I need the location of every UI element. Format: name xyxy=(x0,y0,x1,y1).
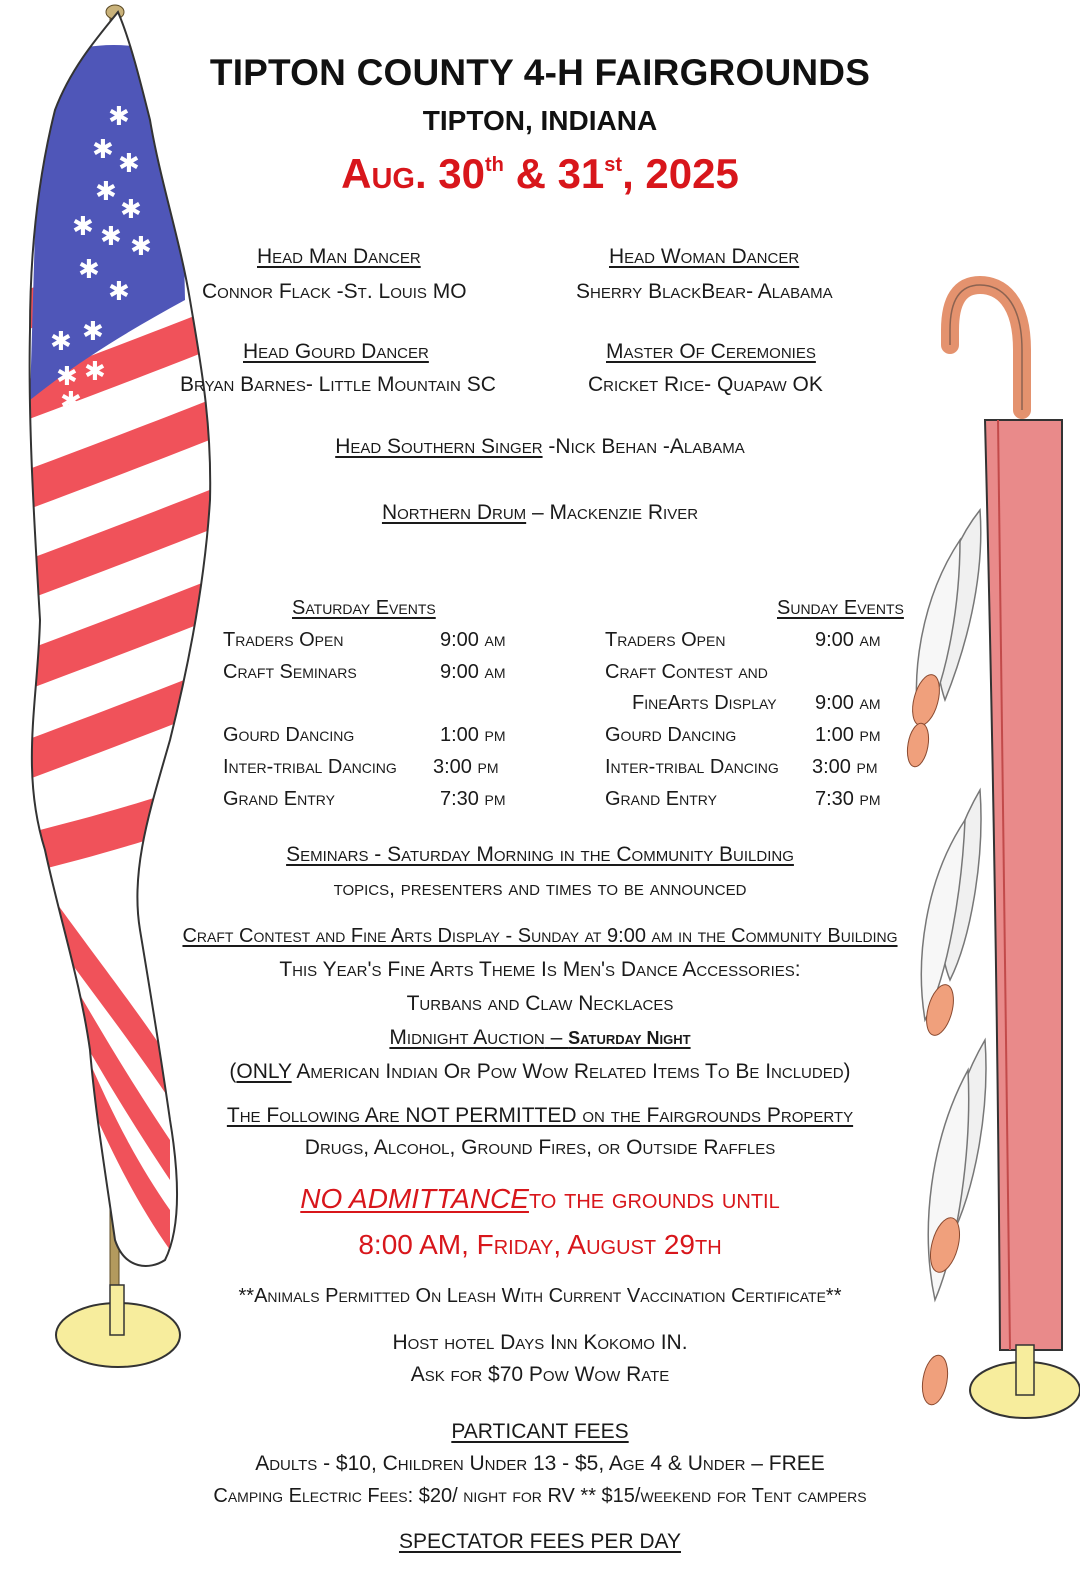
sat-event-name: Craft Seminars xyxy=(223,661,357,683)
northern-drum-role: Northern Drum xyxy=(381,501,527,524)
svg-text:✱: ✱ xyxy=(50,327,72,357)
southern-singer-role: Head Southern Singer xyxy=(335,435,543,458)
rules-list: Drugs, Alcohol, Ground Fires, or Outside Raffles xyxy=(304,1136,776,1159)
auction-only: ONLY xyxy=(236,1060,292,1083)
event-date xyxy=(0,150,1080,198)
craft-theme-line1: This Year's Fine Arts Theme Is Men's Dance Accessories: xyxy=(279,958,801,981)
page-subtitle-location: TIPTON, INDIANA xyxy=(422,105,658,136)
northern-drum-name: – Mackenzie River xyxy=(526,501,699,524)
fees-line2: Camping Electric Fees: $20/ night for RV ** $15/weekend for Tent campers xyxy=(213,1485,867,1507)
sat-event-time: 9:00 am xyxy=(440,661,506,683)
svg-text:✱: ✱ xyxy=(118,149,140,179)
svg-text:✱: ✱ xyxy=(56,362,78,392)
admittance-line1 xyxy=(0,1183,1080,1215)
date-day1: 30 xyxy=(438,150,485,197)
svg-text:✱: ✱ xyxy=(82,317,104,347)
admittance-emphasis: NO ADMITTANCE xyxy=(300,1183,529,1214)
head-gourd-role: Head Gourd Dancer xyxy=(243,340,429,363)
sun-event-name: Grand Entry xyxy=(605,788,717,810)
sun-event-name: Craft Contest and xyxy=(605,661,768,683)
seminars-note: topics, presenters and times to be announced xyxy=(333,877,747,900)
mc-role: Master Of Ceremonies xyxy=(606,340,816,363)
svg-text:✱: ✱ xyxy=(120,195,142,225)
seminars-heading: Seminars - Saturday Morning in the Community Building xyxy=(286,843,794,866)
auction-note xyxy=(0,1060,1080,1084)
sun-event-time: 3:00 pm xyxy=(812,756,878,778)
auction-when: Saturday Night xyxy=(568,1028,691,1048)
admittance-time: 8:00 AM, Friday, August 29th xyxy=(358,1229,722,1260)
sat-event-time: 1:00 pm xyxy=(440,724,506,746)
head-woman-name: Sherry BlackBear- Alabama xyxy=(576,280,833,303)
auction-open-paren: ( xyxy=(229,1060,237,1083)
date-month: Aug. xyxy=(341,150,427,197)
svg-text:✱: ✱ xyxy=(92,135,114,165)
date-day2: 31 xyxy=(557,150,605,197)
sun-event-name: Gourd Dancing xyxy=(605,724,737,746)
american-flag-icon xyxy=(0,0,260,1367)
fees-heading: PARTICANT FEES xyxy=(451,1420,629,1443)
svg-text:✱: ✱ xyxy=(60,387,82,417)
sun-event-name: Traders Open xyxy=(605,629,726,651)
sun-event-name: FineArts Display xyxy=(632,692,777,714)
mc-name: Cricket Rice- Quapaw OK xyxy=(588,373,823,396)
svg-text:✱: ✱ xyxy=(95,177,117,207)
rules-heading: The Following Are NOT PERMITTED on the Fairgrounds Property xyxy=(226,1104,854,1127)
admittance-rest: to the grounds until xyxy=(528,1183,780,1214)
craft-theme-line2: Turbans and Claw Necklaces xyxy=(406,992,674,1015)
spectator-fees-heading: SPECTATOR FEES PER DAY xyxy=(398,1530,681,1553)
svg-text:✱: ✱ xyxy=(84,357,106,387)
northern-drum xyxy=(0,501,1080,525)
svg-text:✱: ✱ xyxy=(130,232,152,262)
svg-text:✱: ✱ xyxy=(72,212,94,242)
sat-event-time: 3:00 pm xyxy=(433,756,499,778)
fees-line1: Adults - $10, Children Under 13 - $5, Age 4 & Under – FREE xyxy=(255,1452,825,1475)
auction-heading: Midnight Auction xyxy=(389,1026,545,1049)
head-man-role: Head Man Dancer xyxy=(257,245,421,268)
sat-event-name: Traders Open xyxy=(223,629,344,651)
sun-event-time: 7:30 pm xyxy=(815,788,881,810)
date-sup2: st xyxy=(604,154,623,176)
page-title: TIPTON COUNTY 4-H FAIRGROUNDS xyxy=(209,52,871,93)
hotel-line2: Ask for $70 Pow Wow Rate xyxy=(410,1363,670,1386)
hotel-line1: Host hotel Days Inn Kokomo IN. xyxy=(392,1331,688,1354)
sat-event-time: 7:30 pm xyxy=(440,788,506,810)
southern-singer xyxy=(0,435,1080,459)
sat-event-time: 9:00 am xyxy=(440,629,506,651)
sun-event-name: Inter-tribal Dancing xyxy=(605,756,779,778)
sun-event-time: 9:00 am xyxy=(815,692,881,714)
animals-note: **Animals Permitted On Leash With Current Vaccination Certificate** xyxy=(238,1285,842,1307)
svg-text:✱: ✱ xyxy=(108,277,130,307)
date-sup1: th xyxy=(485,154,504,176)
auction-note-text: American Indian Or Pow Wow Related Items To Be Included) xyxy=(291,1060,851,1083)
saturday-events-heading: Saturday Events xyxy=(292,597,436,619)
sun-event-time: 1:00 pm xyxy=(815,724,881,746)
midnight-auction xyxy=(0,1026,1080,1050)
sunday-events-heading: Sunday Events xyxy=(777,597,904,619)
date-year: , 2025 xyxy=(622,150,739,197)
head-gourd-name: Bryan Barnes- Little Mountain SC xyxy=(180,373,496,396)
craft-heading: Craft Contest and Fine Arts Display - Sunday at 9:00 am in the Community Building xyxy=(182,925,898,947)
sat-event-name: Grand Entry xyxy=(223,788,335,810)
svg-text:✱: ✱ xyxy=(108,102,130,132)
head-man-name: Connor Flack -St. Louis MO xyxy=(202,280,467,303)
svg-text:✱: ✱ xyxy=(100,222,122,252)
date-joiner: & xyxy=(515,150,546,197)
sun-event-time: 9:00 am xyxy=(815,629,881,651)
sat-event-name: Gourd Dancing xyxy=(223,724,355,746)
svg-text:✱: ✱ xyxy=(78,255,100,285)
auction-dash: – xyxy=(544,1026,569,1049)
southern-singer-name: -Nick Behan -Alabama xyxy=(542,435,745,458)
sat-event-name: Inter-tribal Dancing xyxy=(223,756,397,778)
head-woman-role: Head Woman Dancer xyxy=(609,245,800,268)
